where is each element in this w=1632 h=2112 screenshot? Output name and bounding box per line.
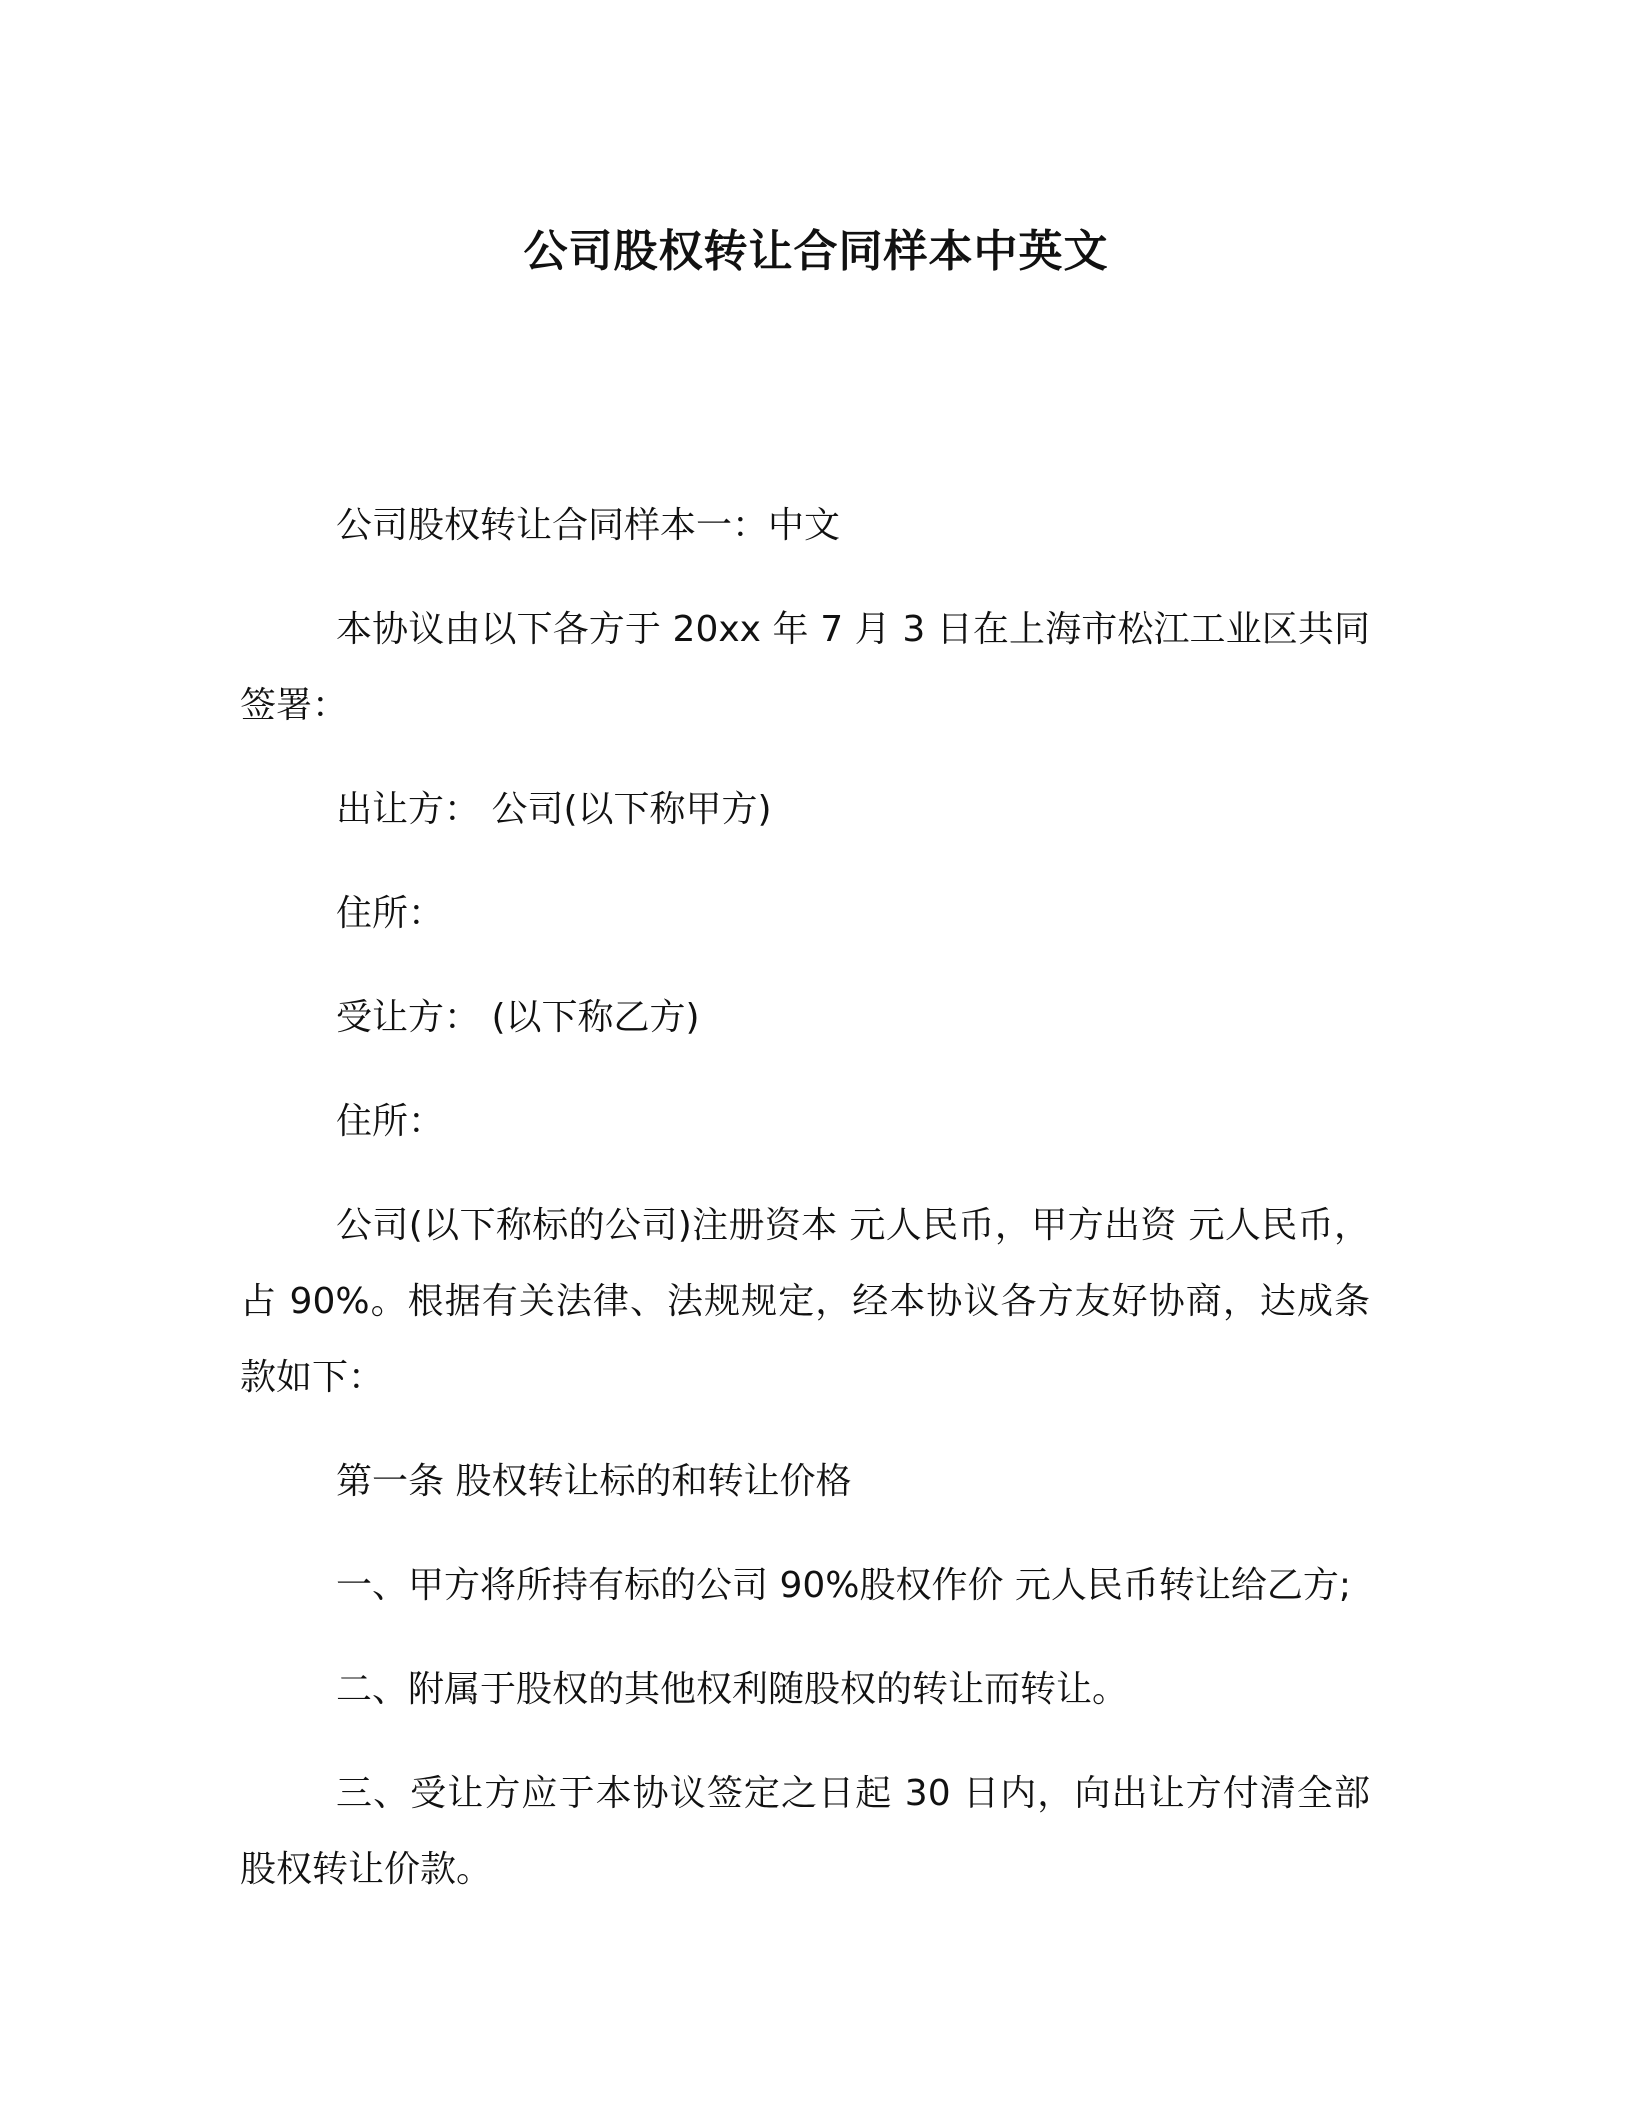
section-heading-chinese-sample: 公司股权转让合同样本一：中文 [336,505,841,546]
document-title: 公司股权转让合同样本中英文 [523,226,1109,277]
signing-statement: 本协议由以下各方于 20xx 年 7 月 3 日在上海市松江工业区共同签署： [240,609,1370,726]
clause-two: 二、附属于股权的其他权利随股权的转让而转让。 [336,1669,1129,1710]
clause-three: 三、受让方应于本协议签定之日起 30 日内，向出让方付清全部股权转让价款。 [240,1773,1370,1890]
transferor-party: 出让方： 公司(以下称甲方) [336,789,772,830]
company-capital-paragraph: 公司(以下称标的公司)注册资本 元人民币，甲方出资 元人民币，占 90%。根据有关法律、法规规定，经本协议各方友好协商，达成条款如下： [240,1205,1370,1398]
transferee-party: 受让方： (以下称乙方) [336,997,700,1038]
clause-one: 一、甲方将所持有标的公司 90%股权作价 元人民币转让给乙方; [336,1565,1352,1606]
transferee-address: 住所： [336,1101,445,1142]
document-body [240,488,1370,1936]
article-one-heading: 第一条 股权转让标的和转让价格 [336,1461,852,1502]
transferor-address: 住所： [336,893,445,934]
